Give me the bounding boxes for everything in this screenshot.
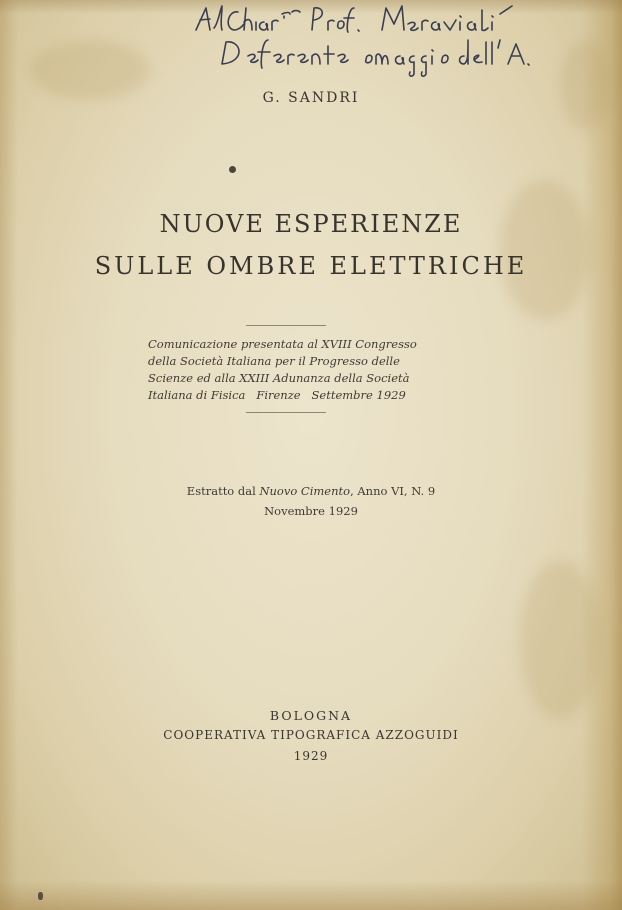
paper-stain — [500, 180, 590, 320]
extract-suffix: , Anno VI, N. 9 — [350, 484, 436, 498]
communication-line: della Società Italiana per il Progresso delle — [148, 354, 400, 368]
communication-note — [148, 336, 438, 404]
handwriting-signature — [188, 0, 548, 80]
ink-mark — [38, 892, 43, 900]
ink-dot — [229, 166, 236, 173]
communication-line: Comunicazione presentata al XVIII Congresso — [148, 337, 417, 351]
journal-name: Nuovo Cimento — [259, 484, 351, 498]
imprint-city: BOLOGNA — [269, 708, 353, 723]
paper-edge-bottom — [0, 880, 622, 910]
paper-edge-right — [582, 0, 622, 910]
handwritten-dedication — [188, 0, 548, 80]
extract-note — [0, 484, 622, 498]
divider-rule-top — [246, 325, 326, 326]
extract-prefix: Estratto dal — [186, 484, 260, 498]
extract-date: Novembre 1929 — [264, 504, 358, 518]
divider-rule-bottom — [246, 412, 326, 413]
title-line-2: SULLE OMBRE ELETTRICHE — [94, 252, 528, 280]
communication-line: Scienze ed alla XXIII Adunanza della Società — [148, 371, 410, 385]
imprint-publisher: COOPERATIVA TIPOGRAFICA AZZOGUIDI — [163, 728, 459, 742]
author-name: G. SANDRI — [262, 90, 360, 106]
paper-edge-left — [0, 0, 18, 910]
title-line-1: NUOVE ESPERIENZE — [159, 210, 463, 238]
imprint-year: 1929 — [293, 749, 329, 763]
communication-line: Italiana di Fisica Firenze Settembre 1929 — [148, 388, 406, 402]
